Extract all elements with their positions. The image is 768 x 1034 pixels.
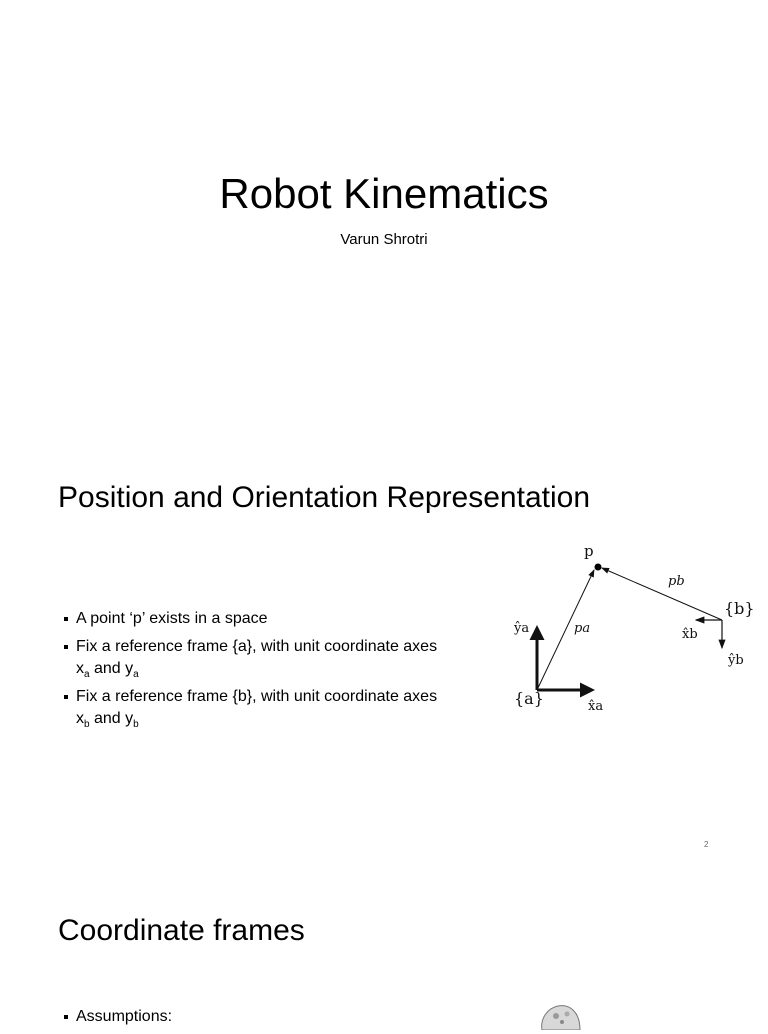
- slide-title: Coordinate frames: [58, 914, 305, 947]
- slide-title: Position and Orientation Representation: [58, 481, 591, 514]
- bullet-list: [64, 1006, 484, 1034]
- axis-subscript: b: [84, 719, 90, 730]
- conjunction: and: [89, 710, 126, 727]
- bullet-marker: [64, 645, 68, 649]
- title-slide: [0, 0, 768, 432]
- bullet-item: [64, 636, 484, 680]
- ya-label: ŷa: [514, 621, 530, 636]
- bullet-item: [64, 686, 484, 730]
- point-p: [595, 564, 602, 571]
- page-number: 2: [704, 840, 709, 849]
- frame-b-label: {b}: [724, 599, 755, 618]
- bullet-marker: [64, 1015, 68, 1019]
- axis-subscript: a: [84, 669, 90, 680]
- bullet-text: Fix a reference frame {b}, with unit coordinate axes: [76, 688, 438, 705]
- deck-title: Robot Kinematics: [219, 170, 549, 217]
- pb-label: pb: [668, 574, 685, 589]
- bullet-marker: [64, 617, 68, 621]
- bullet-text: Assumptions:: [76, 1008, 173, 1025]
- point-label: p: [584, 542, 594, 560]
- xb-label: x̂b: [682, 627, 698, 642]
- frame-a-label: {a}: [514, 689, 544, 708]
- axis-symbol: x: [76, 710, 84, 727]
- bullet-item: [64, 608, 484, 630]
- pb-vector: [602, 568, 722, 620]
- bullet-marker: [64, 695, 68, 699]
- bullet-text: A point ‘p’ exists in a space: [76, 610, 268, 627]
- deck-author: Varun Shrotri: [340, 231, 428, 248]
- pa-label: pa: [574, 621, 591, 636]
- axis-symbol: x: [76, 660, 84, 677]
- conjunction: and: [89, 660, 126, 677]
- coordinate-frames-slide: [0, 864, 768, 1024]
- yb-label: ŷb: [728, 653, 744, 668]
- axis-symbol: y: [125, 660, 134, 677]
- axis-subscript: b: [133, 719, 139, 730]
- bullet-item: [64, 1006, 484, 1028]
- robot-image: [536, 1000, 586, 1030]
- axis-symbol: y: [125, 710, 134, 727]
- axis-subscript: a: [133, 669, 139, 680]
- position-orientation-slide: [0, 432, 768, 864]
- bullet-list: [64, 608, 484, 736]
- bullet-text: Fix a reference frame {a}, with unit coordinate axes: [76, 638, 438, 655]
- frames-diagram: [500, 540, 768, 730]
- xa-label: x̂a: [588, 699, 604, 714]
